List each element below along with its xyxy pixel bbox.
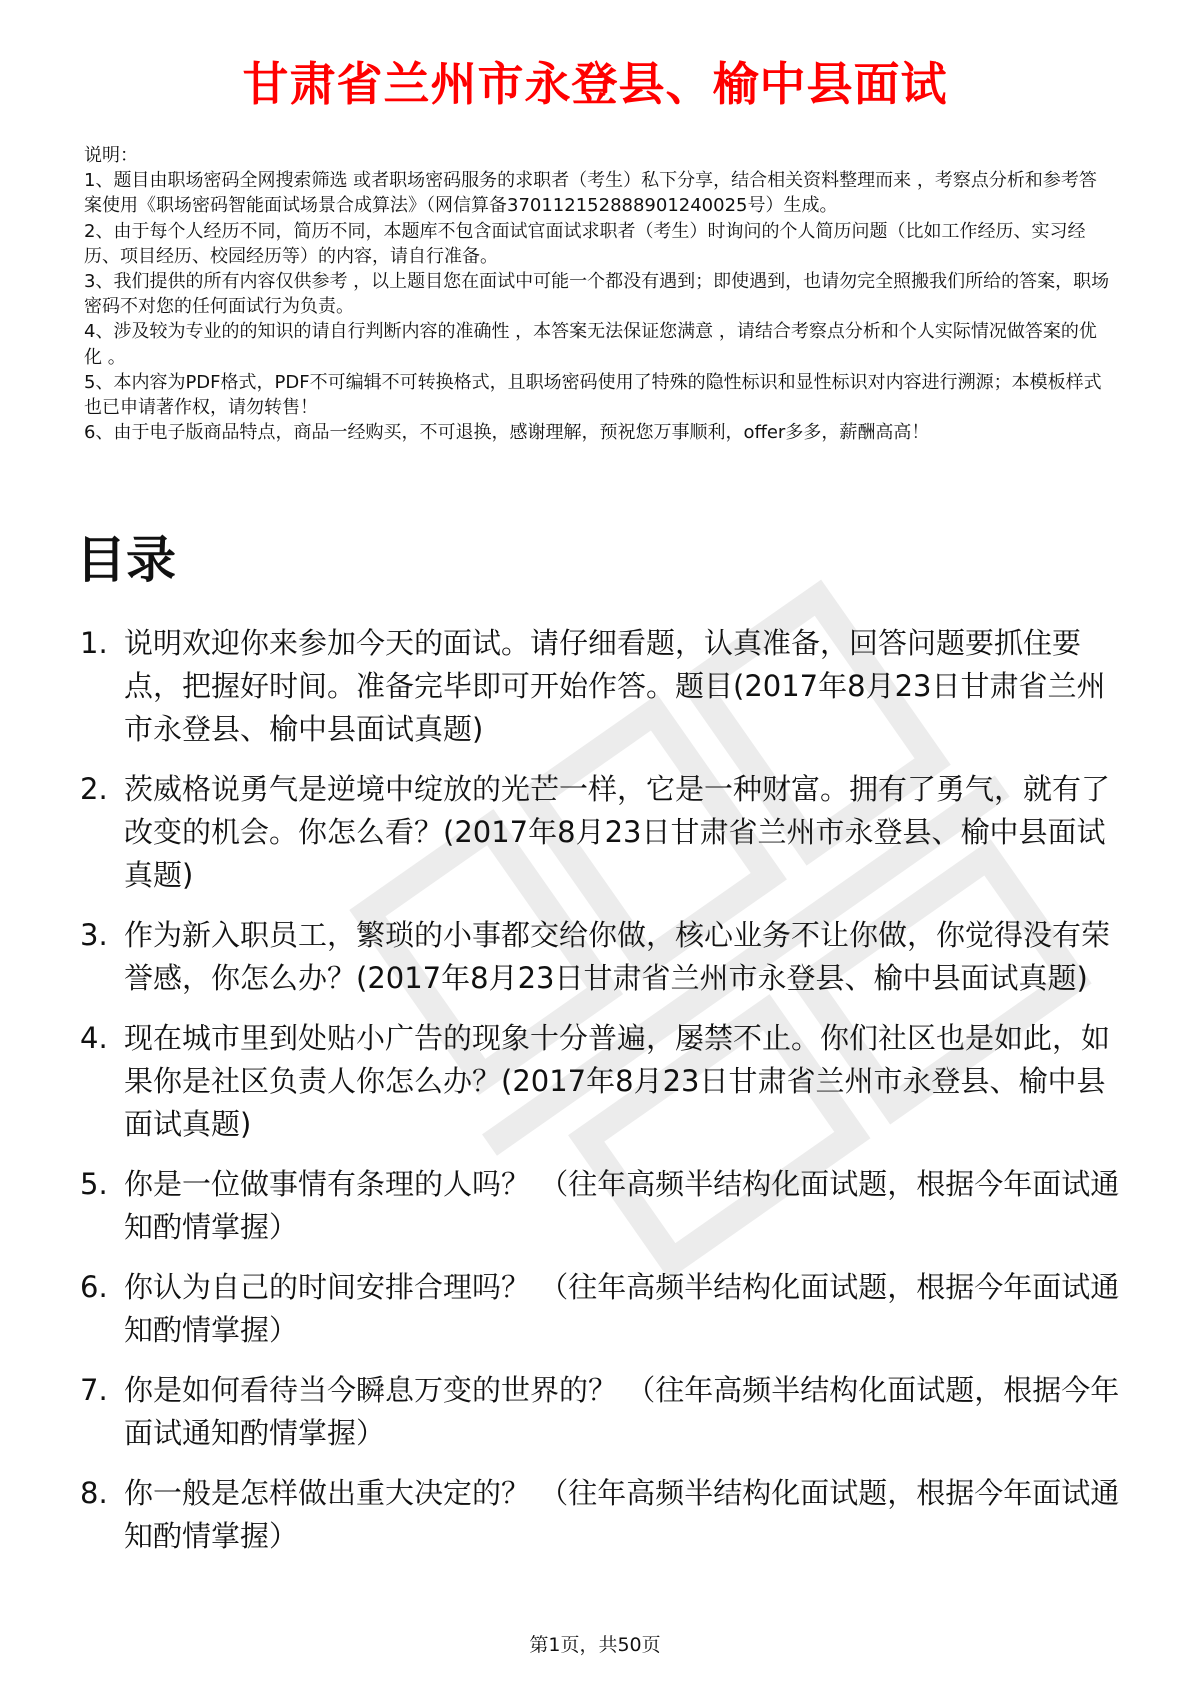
note-item: 4、涉及较为专业的的知识的请自行判断内容的准确性 ，本答案无法保证您满意 ，请结合考察点分析和个人实际情况做答案的优化 。 — [84, 321, 1097, 368]
toc-item-text: 茨威格说勇气是逆境中绽放的光芒一样，它是一种财富。拥有了勇气，就有了改变的机会。你怎么看？(2017年8月23日甘肃省兰州市永登县、榆中县面试真题) — [124, 772, 1111, 892]
toc-item-text: 说明欢迎你来参加今天的面试。请仔细看题，认真准备，回答问题要抓住要点，把握好时间。准备完毕即可开始作答。题目(2017年8月23日甘肃省兰州市永登县、榆中县面试真题) — [124, 626, 1106, 746]
toc-item-number: 1. — [80, 626, 108, 660]
note-item: 2、由于每个人经历不同，简历不同，本题库不包含面试官面试求职者（考生）时询问的个人简历问题（比如工作经历、实习经历、项目经历、校园经历等）的内容，请自行准备。 — [84, 220, 1086, 267]
document-title: 甘肃省兰州市永登县、榆中县面试 — [242, 57, 948, 111]
note-item: 3、我们提供的所有内容仅供参考 ，以上题目您在面试中可能一个都没有遇到；即使遇到，也请勿完全照搬我们所给的答案，职场密码不对您的任何面试行为负责。 — [84, 271, 1110, 318]
toc-item[interactable] — [80, 622, 1120, 751]
toc-item[interactable] — [80, 768, 1120, 897]
toc-item-text: 你一般是怎样做出重大决定的？ （往年高频半结构化面试题，根据今年面试通知酌情掌握） — [124, 1476, 1120, 1553]
note-item: 5、本内容为PDF格式，PDF不可编辑不可转换格式，且职场密码使用了特殊的隐性标识和显性标识对内容进行溯源；本模板样式也已申请著作权，请勿转售！ — [84, 371, 1102, 419]
toc-item-number: 5. — [80, 1167, 108, 1201]
note-item: 6、由于电子版商品特点，商品一经购买，不可退换，感谢理解，预祝您万事顺利，offer多多，薪酬高高！ — [84, 422, 930, 444]
toc-item-number: 4. — [80, 1021, 108, 1055]
notes-section — [84, 143, 1114, 445]
notes-heading: 说明： — [84, 145, 138, 166]
toc-item-number: 2. — [80, 772, 108, 806]
toc-item-text: 作为新入职员工，繁琐的小事都交给你做，核心业务不让你做，你觉得没有荣誉感，你怎么办？(2017年8月23日甘肃省兰州市永登县、榆中县面试真题) — [124, 918, 1111, 995]
toc-item-text: 现在城市里到处贴小广告的现象十分普遍，屡禁不止。你们社区也是如此，如果你是社区负责人你怎么办？(2017年8月23日甘肃省兰州市永登县、榆中县面试真题) — [124, 1021, 1111, 1141]
toc-item-number: 3. — [80, 918, 108, 952]
toc-item-number: 8. — [80, 1476, 108, 1510]
toc-item-text: 你认为自己的时间安排合理吗？ （往年高频半结构化面试题，根据今年面试通知酌情掌握） — [124, 1270, 1120, 1347]
page-footer: 第1页，共50页 — [529, 1634, 661, 1656]
toc-item-text: 你是一位做事情有条理的人吗？ （往年高频半结构化面试题，根据今年面试通知酌情掌握） — [124, 1167, 1120, 1244]
toc-item[interactable] — [80, 1017, 1120, 1146]
toc-item[interactable] — [80, 1369, 1120, 1455]
note-item: 1、题目由职场密码全网搜索筛选 或者职场密码服务的求职者（考生）私下分享，结合相关资料整理而来 ，考察点分析和参考答案使用《职场密码智能面试场景合成算法》（网信算备370112152888901240025号）生成。 — [84, 170, 1097, 217]
toc-list — [80, 622, 1120, 1575]
toc-item[interactable] — [80, 1472, 1120, 1558]
toc-item[interactable] — [80, 1163, 1120, 1249]
toc-heading: 目录 — [76, 531, 176, 589]
toc-item-number: 7. — [80, 1373, 108, 1407]
toc-item[interactable] — [80, 1266, 1120, 1352]
toc-item[interactable] — [80, 914, 1120, 1000]
toc-item-number: 6. — [80, 1270, 108, 1304]
toc-item-text: 你是如何看待当今瞬息万变的世界的？ （往年高频半结构化面试题，根据今年面试通知酌情掌握） — [124, 1373, 1120, 1450]
